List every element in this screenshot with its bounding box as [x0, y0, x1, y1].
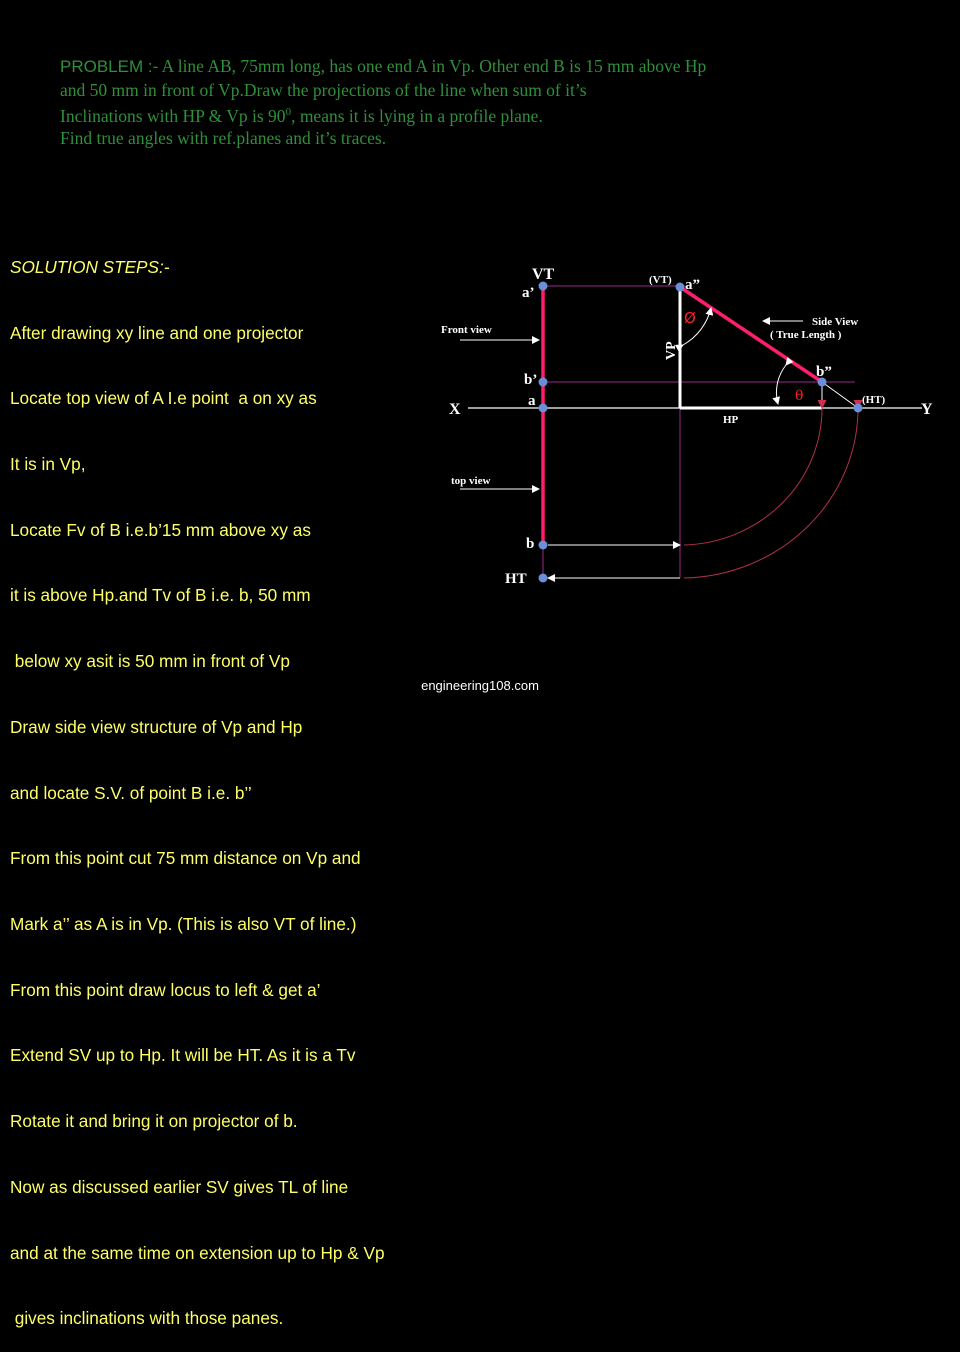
locus-arc-ht	[684, 408, 858, 578]
step-line: below xy asit is 50 mm in front of Vp	[10, 651, 290, 672]
label-true-length: ( True Length )	[770, 329, 842, 341]
label-hp: HP	[723, 414, 739, 426]
side-view-extension	[822, 382, 858, 408]
label-vt: VT	[532, 266, 555, 283]
step-line: and locate S.V. of point B i.e. b’’	[10, 782, 252, 803]
label-top-view: top view	[451, 475, 491, 487]
label-b-double: b”	[816, 364, 832, 380]
solution-heading: SOLUTION STEPS:-	[10, 256, 170, 277]
label-vt-paren: (VT)	[649, 274, 672, 286]
label-front-view: Front view	[441, 324, 492, 336]
step-line: gives inclinations with those panes.	[10, 1308, 284, 1329]
point-b-dash	[539, 378, 548, 387]
problem-lead: PROBLEM :-	[60, 57, 159, 76]
label-side-view: Side View	[812, 316, 859, 328]
step-line: After drawing xy line and one projector	[10, 322, 304, 343]
step-line: From this point cut 75 mm distance on Vp and	[10, 848, 361, 869]
step-line: Locate top view of A I.e point a on xy as	[10, 388, 317, 409]
step-line: Extend SV up to Hp. It will be HT. As it is a Tv	[10, 1045, 356, 1066]
point-a	[539, 404, 548, 413]
step-line: It is in Vp,	[10, 453, 86, 474]
label-b: b	[526, 536, 535, 552]
step-line: Mark a’’ as A is in Vp. (This is also VT of line.)	[10, 914, 357, 934]
label-x: X	[449, 401, 461, 418]
problem-line-3: Inclinations with HP & Vp is $90^0$, means it is lying in a profile plane.	[60, 105, 543, 126]
theta-symbol: θ	[795, 388, 804, 404]
step-line: Draw side view structure of Vp and Hp	[10, 716, 303, 737]
label-b-dash: b’	[524, 372, 538, 388]
point-ht	[539, 574, 548, 583]
footer-site: engineering108.com	[421, 678, 539, 693]
label-ht: HT	[505, 571, 527, 587]
label-a: a	[528, 393, 536, 409]
problem-line-2: and 50 mm in front of Vp.Draw the projections of the line when sum of it’s	[60, 79, 587, 100]
problem-line-4: Find true angles with ref.planes and it’s traces.	[60, 128, 387, 149]
step-line: Rotate it and bring it on projector of b.	[10, 1111, 298, 1132]
label-y: Y	[921, 401, 933, 418]
problem-line-1: PROBLEM :- A line AB, 75mm long, has one end A in Vp. Other end B is 15 mm above Hp	[60, 56, 707, 76]
step-line: Now as discussed earlier SV gives TL of line	[10, 1176, 349, 1197]
point-a-double	[676, 283, 685, 292]
step-line: From this point draw locus to left & get a’	[10, 979, 321, 1000]
point-b	[539, 541, 548, 550]
label-vp: VP	[664, 341, 679, 360]
theta-arc	[776, 365, 786, 404]
locus-arc-b	[684, 408, 822, 545]
phi-symbol: Ø	[684, 309, 696, 327]
step-line: Locate Fv of B i.e.b’15 mm above xy as	[10, 519, 311, 540]
step-line: it is above Hp.and Tv of B i.e. b, 50 mm	[10, 585, 311, 606]
label-ht-paren: (HT)	[862, 394, 886, 406]
label-a-double: a”	[685, 277, 700, 293]
label-a-dash: a’	[522, 285, 535, 301]
step-line: and at the same time on extension up to Hp & Vp	[10, 1242, 385, 1263]
